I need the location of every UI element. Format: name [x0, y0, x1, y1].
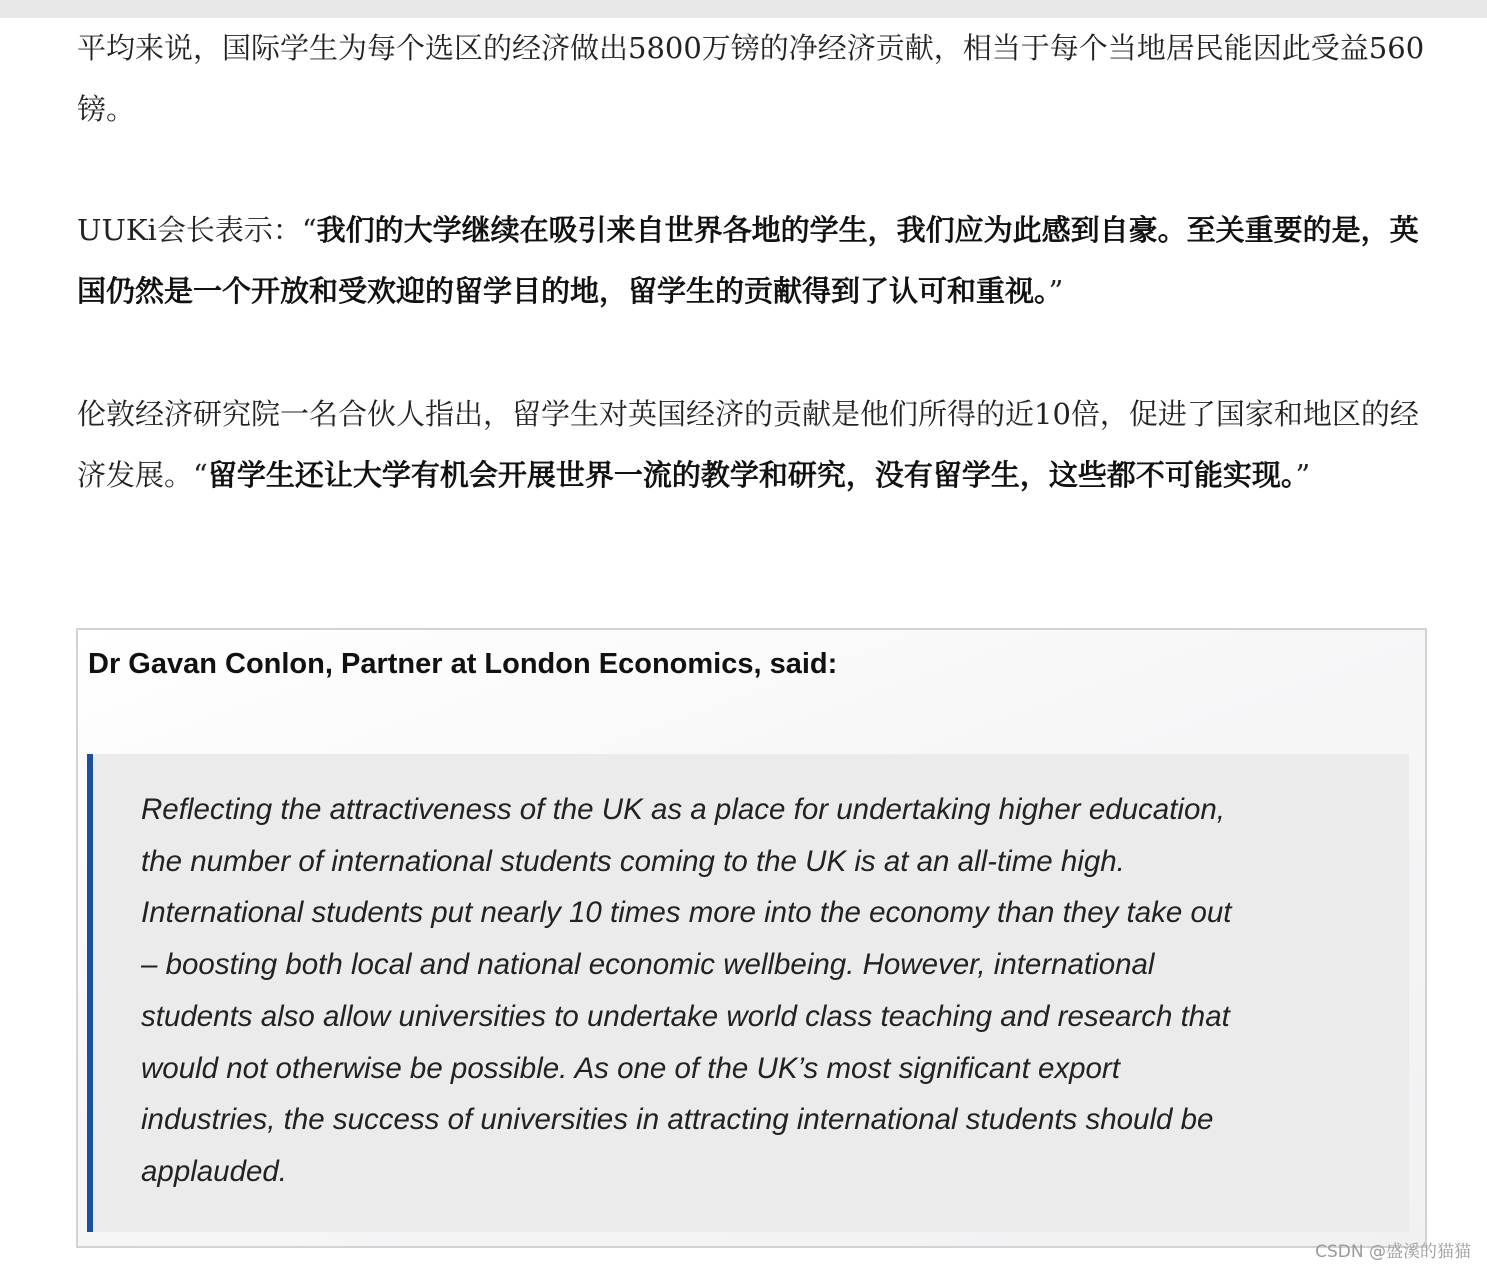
paragraph-2-tail: ” — [1048, 274, 1064, 308]
quote-line: Reflecting the attractiveness of the UK as a place for undertaking higher education, — [141, 793, 1225, 826]
quote-line: industries, the success of universities in attracting international students should be — [141, 1103, 1214, 1137]
paragraph-2-bold-quote: 我们的大学继续在吸引来自世界各地的学生，我们应为此感到自豪。至关重要的是，英国仍然是一个开放和受欢迎的留学目的地，留学生的贡献得到了认可和重视。 — [77, 213, 1419, 308]
article-paragraph-2 — [77, 200, 1429, 322]
paragraph-3-bold-quote: 留学生还让大学有机会开展世界一流的教学和研究，没有留学生，这些都不可能实现。 — [207, 458, 1296, 492]
paragraph-3-lead: 伦敦经济研究院一名合伙人指出，留学生对英国经济的贡献是他们所得的近10倍，促进了国家和地区的经济发展。“ — [77, 397, 1419, 492]
article-paragraph-1: 平均来说，国际学生为每个选区的经济做出5800万镑的净经济贡献，相当于每个当地居民能因此受益560镑。 — [77, 31, 1425, 126]
blockquote — [87, 754, 1409, 1232]
quote-line: applauded. — [141, 1154, 288, 1188]
top-scroll-strip — [0, 0, 1487, 18]
csdn-watermark: CSDN @盛溪的猫猫 — [1315, 1242, 1471, 1262]
quote-attribution-heading: Dr Gavan Conlon, Partner at London Economics, said: — [88, 648, 838, 680]
embedded-screenshot — [76, 628, 1427, 1248]
paragraph-3-tail: ” — [1295, 458, 1311, 492]
paragraph-2-lead: UUKi会长表示：“ — [77, 213, 317, 247]
article-paragraph-3 — [77, 384, 1429, 506]
quote-line: students also allow universities to undertake world class teaching and research that — [141, 999, 1230, 1033]
quote-line: would not otherwise be possible. As one of the UK’s most significant export — [141, 1051, 1120, 1085]
quote-line: International students put nearly 10 times more into the economy than they take out — [141, 896, 1232, 930]
quote-line: the number of international students coming to the UK is at an all-time high. — [141, 844, 1125, 878]
blockquote-text — [141, 784, 1361, 1198]
quote-line: – boosting both local and national economic wellbeing. However, international — [141, 948, 1155, 982]
